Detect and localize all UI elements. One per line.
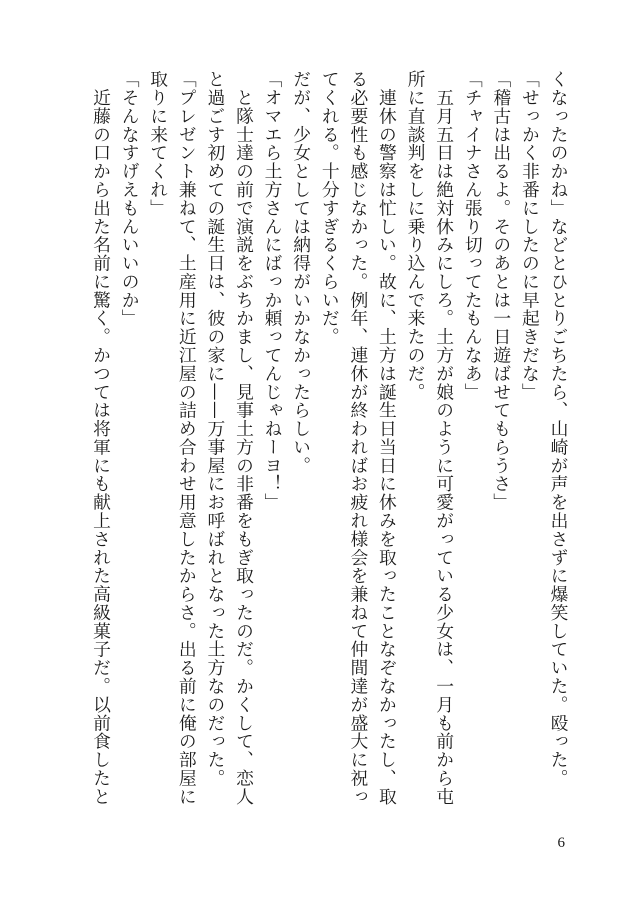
text-line: 連休の警察は忙しい。故に、土方は誕生日当日に休みを取ったことなぞなかったし、取 xyxy=(376,70,398,806)
text-line: と過ごす初めての誕生日は、彼の家に——万事屋にお呼ばれとなった土方なのだった。 xyxy=(204,70,226,788)
text-line: だが、少女としては納得がいかなかったらしい。 xyxy=(290,70,312,475)
text-line: と隊士達の前で演説をぶちかまし、見事土方の非番をもぎ取ったのだ。かくして、恋人 xyxy=(233,70,255,806)
body-text xyxy=(52,70,572,810)
page-number: 6 xyxy=(557,835,565,851)
text-line: 近藤の口から出た名前に驚く。かつては将軍にも献上された高級菓子だ。以前食したと xyxy=(90,70,112,806)
text-line: 取りに来てくれ」 xyxy=(147,70,169,218)
text-line: 「オマエら土方さんにばっか頼ってんじゃねーヨ！」 xyxy=(262,70,284,512)
text-line: てくれる。十分すぎるくらいだ。 xyxy=(319,70,341,346)
text-line: る必要性も感じなかった。例年、連休が終わればお疲れ様会を兼ねて仲間達が盛大に祝っ xyxy=(347,70,369,806)
text-line: 「せっかく非番にしたのに早起きだな」 xyxy=(519,70,541,402)
text-line: 「そんなすげえもんいいのか」 xyxy=(119,70,141,328)
text-line: 「稽古は出るよ。そのあとは一日遊ばせてもらうさ」 xyxy=(490,70,512,512)
text-line: くなったのかね」などとひとりごちたら、山崎が声を出さずに爆笑していた。殴った。 xyxy=(548,70,569,788)
text-line: 所に直談判をしに乗り込んで来たのだ。 xyxy=(405,70,427,402)
text-line: 「プレゼント兼ねて、土産用に近江屋の詰め合わせ用意したからさ。出る前に俺の部屋に xyxy=(176,70,198,806)
text-line: 五月五日は絶対休みにしろ。土方が娘のように可愛がっている少女は、一月も前から屯 xyxy=(433,70,455,806)
text-line: 「チャイナさん張り切ってたもんなあ」 xyxy=(462,70,484,402)
